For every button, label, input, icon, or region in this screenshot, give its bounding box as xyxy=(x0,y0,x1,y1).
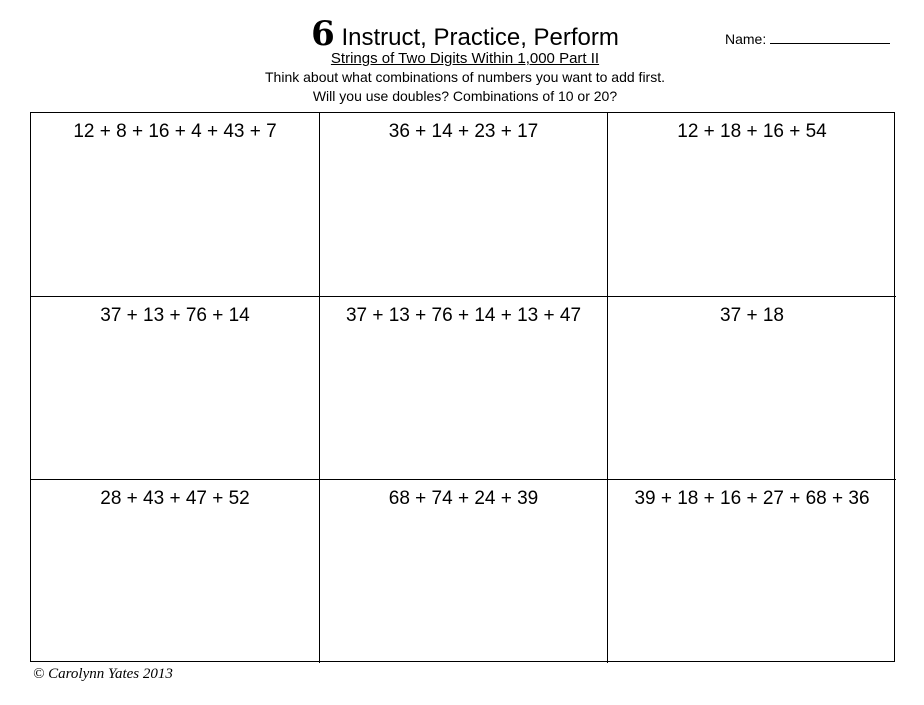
problem-cell[interactable] xyxy=(320,480,608,663)
problem-cell[interactable] xyxy=(608,480,896,663)
problem-text: 36 + 14 + 23 + 17 xyxy=(388,121,539,142)
problem-grid xyxy=(30,112,895,662)
problem-text: 39 + 18 + 16 + 27 + 68 + 36 xyxy=(634,488,870,509)
problem-text: 37 + 18 xyxy=(720,305,784,326)
subtitle: Strings of Two Digits Within 1,000 Part II xyxy=(330,50,600,67)
problem-cell[interactable] xyxy=(320,297,608,480)
name-blank-line[interactable] xyxy=(770,43,890,44)
problem-cell[interactable] xyxy=(608,297,896,480)
problem-cell[interactable] xyxy=(320,113,608,297)
name-label: Name: xyxy=(725,31,767,47)
title-text: Instruct, Practice, Perform xyxy=(341,24,619,51)
problem-text: 37 + 13 + 76 + 14 xyxy=(100,305,250,326)
problem-cell[interactable] xyxy=(31,480,320,663)
instruction-line-1: Think about what combinations of numbers you want to add first. xyxy=(265,69,665,85)
problem-cell[interactable] xyxy=(31,113,320,297)
problem-text: 68 + 74 + 24 + 39 xyxy=(388,488,539,509)
problem-text: 12 + 18 + 16 + 54 xyxy=(677,121,827,142)
instruction-line-2: Will you use doubles? Combinations of 10 or 20? xyxy=(312,88,618,104)
problem-text: 28 + 43 + 47 + 52 xyxy=(100,488,250,509)
problem-text: 12 + 8 + 16 + 4 + 43 + 7 xyxy=(73,121,277,142)
problem-cell[interactable] xyxy=(608,113,896,297)
worksheet-number: 6 xyxy=(311,14,335,54)
copyright: © Carolynn Yates 2013 xyxy=(33,666,173,682)
problem-cell[interactable] xyxy=(31,297,320,480)
problem-text: 37 + 13 + 76 + 14 + 13 + 47 xyxy=(345,305,582,326)
worksheet-title xyxy=(240,14,690,54)
name-field[interactable] xyxy=(725,31,890,47)
